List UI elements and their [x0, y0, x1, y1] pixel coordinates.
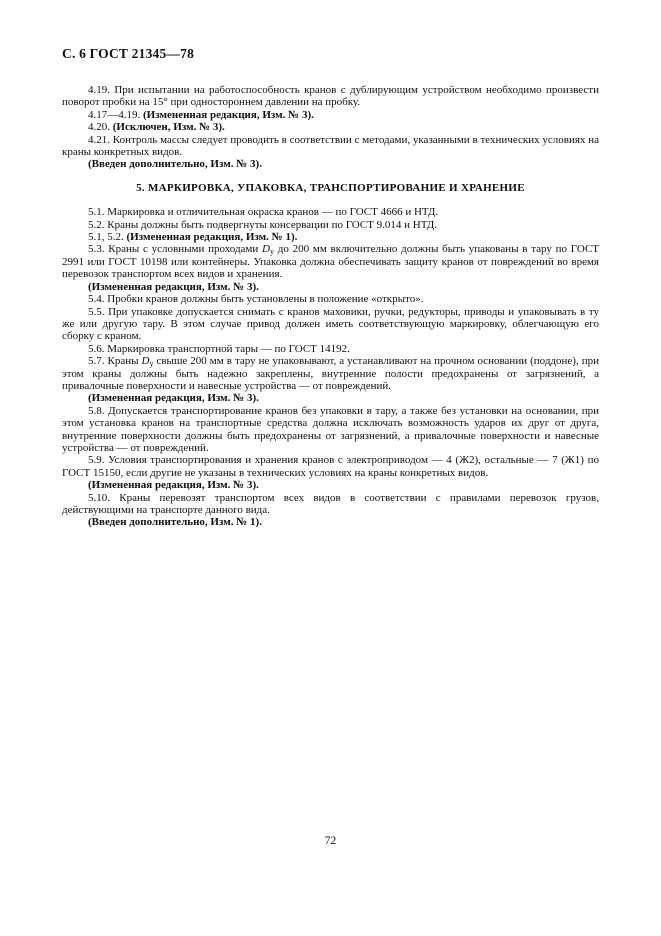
text-part: свыше 200 мм в тару не упаковывают, а устанавливают на прочном основании (поддоне), при этом краны должны быть надежно закреплены, внутренние полости предохранены от загрязнений, а привалочные поверхности и навесные устройства — от повреждений. [62, 355, 599, 392]
amendment-note: (Измененная редакция, Изм. № 3). [143, 108, 314, 121]
symbol-subscript: y [149, 359, 154, 369]
symbol-d: D [141, 355, 150, 368]
text-part: до 200 мм включительно должны быть упакованы в тару по ГОСТ 2991 или ГОСТ 10198 или контейнеры. Упаковка должна обеспечивать защиту кранов от повреждений во время перевозок транспортом всех видов и хранения. [62, 243, 599, 281]
document-body [62, 84, 599, 529]
amendment-note: (Измененная редакция, Изм. № 1). [126, 231, 298, 244]
paragraph-5-6: 5.6. Маркировка транспортной тары — по ГОСТ 14192. [88, 342, 350, 355]
section-5-heading: 5. МАРКИРОВКА, УПАКОВКА, ТРАНСПОРТИРОВАНИЕ И ХРАНЕНИЕ [136, 181, 525, 194]
symbol-subscript: y [270, 247, 274, 257]
amendment-note-5-7: (Измененная редакция, Изм. № 3). [88, 392, 259, 405]
amendment-note-5-10: (Введен дополнительно, Изм. № 1). [88, 516, 262, 529]
amendment-note: (Исключен, Изм. № 3). [112, 121, 225, 134]
paragraph-5-8: 5.8. Допускается транспортирование кранов без упаковки в тару, а также без установки на основании, при этом установка кранов на транспортные средства должна исключать возможность ударов их друг от друга, внутренние поверхности должны быть предохранены от загрязнений, а привалочные поверхности и навесные устройства — от повреждений. [62, 404, 599, 454]
text-part: 5.7. Краны [88, 355, 142, 368]
paragraph-5-5: 5.5. При упаковке допускается снимать с кранов маховики, ручки, редукторы, приводы и упаковывать в ту же или другую тару. В этом случае привод должен иметь соответствующую маркировку, облегчающую его сборку с краном. [62, 305, 599, 343]
paragraph-5-7 [62, 355, 599, 392]
ref-text: 4.17—4.19. [88, 108, 143, 121]
paragraph-5-9: 5.9. Условия транспортирования и хранения кранов с электроприводом — 4 (Ж2), остальные — 7 (Ж1) по ГОСТ 15150, если другие не указаны в технических условиях на краны конкретных видов. [62, 454, 599, 479]
amendment-note-5-3: (Измененная редакция, Изм. № 3). [88, 280, 259, 293]
paragraph-5-4: 5.4. Пробки кранов должны быть установлены в положение «открыто». [88, 293, 424, 306]
ref-text: 4.20. [88, 121, 113, 134]
paragraph-4-17-4-19-note [62, 109, 599, 121]
paragraph-5-2: 5.2. Краны должны быть подвергнуты консервации по ГОСТ 9.014 и НТД. [88, 218, 438, 231]
paragraph-4-19: 4.19. При испытании на работоспособность кранов с дублирующим устройством необходимо произвести поворот пробки на 15° при одностороннем давлении на пробку. [62, 84, 599, 109]
amendment-note-4-21: (Введен дополнительно, Изм. № 3). [88, 158, 262, 171]
page-header: С. 6 ГОСТ 21345—78 [62, 46, 195, 61]
page-number: 72 [324, 835, 337, 847]
paragraph-5-10: 5.10. Краны перевозят транспортом всех видов в соответствии с правилами перевозок грузов, действующими на транспорте данного вида. [62, 491, 599, 516]
ref-text: 5.1, 5.2. [88, 231, 127, 244]
paragraph-4-20 [62, 121, 599, 133]
paragraph-5-3 [62, 243, 599, 280]
text-part: 5.3. Краны с условными проходами [88, 243, 263, 256]
paragraph-5-1-5-2-note [62, 231, 599, 243]
amendment-note-5-9: (Измененная редакция, Изм. № 3). [88, 479, 259, 492]
paragraph-5-1: 5.1. Маркировка и отличительная окраска кранов — по ГОСТ 4666 и НТД. [88, 206, 439, 219]
paragraph-4-21: 4.21. Контроль массы следует проводить в соответствии с методами, указанными в технических условиях на краны конкретных видов. [62, 133, 599, 159]
symbol-d: D [262, 243, 270, 256]
